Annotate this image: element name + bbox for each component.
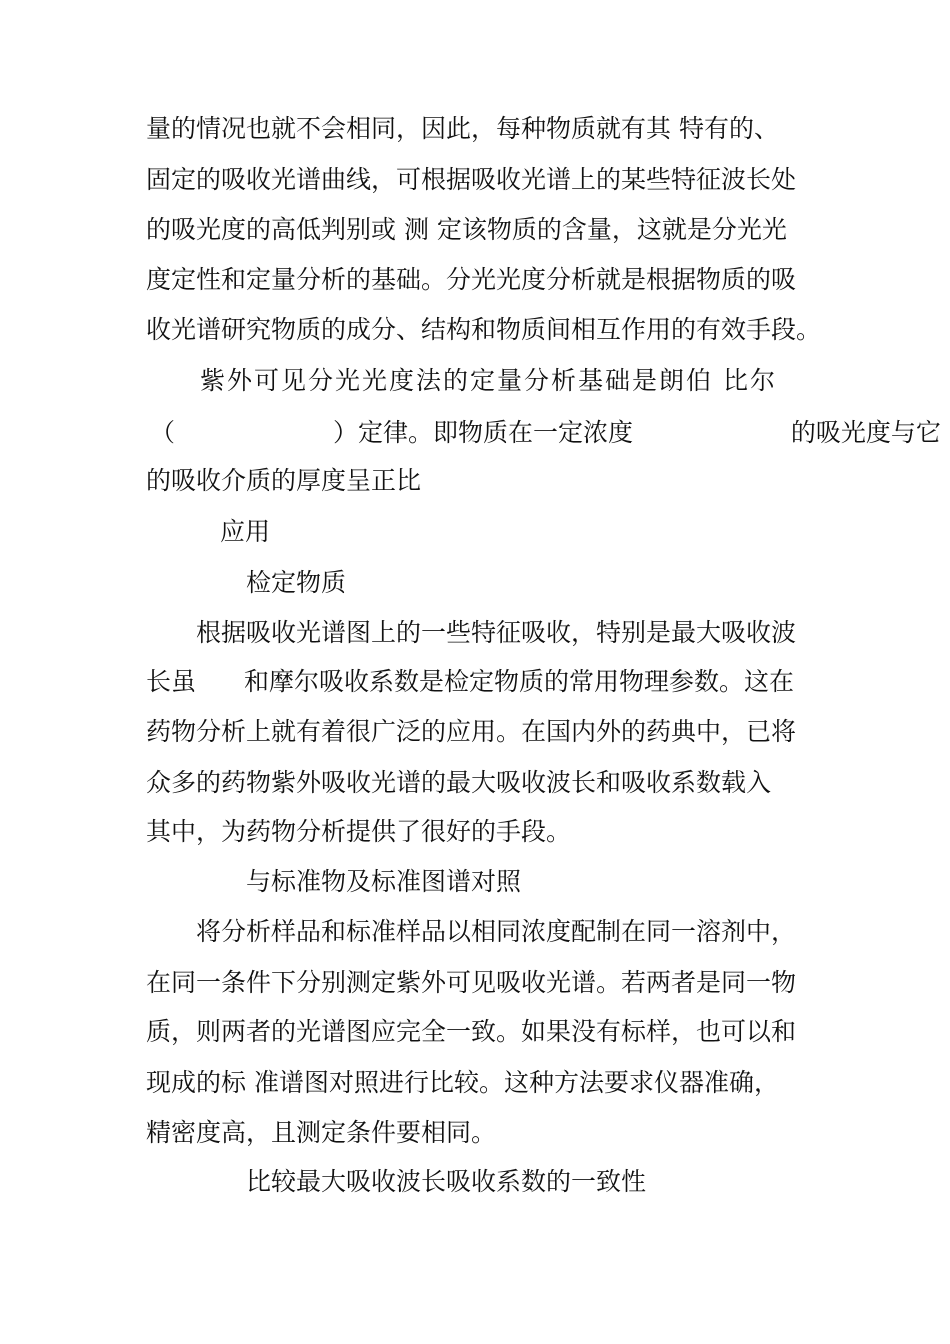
- body-text-line: 根据吸收光谱图上的一些特征吸收，特别是最大吸收波: [196, 618, 797, 647]
- body-text-line: 质，则两者的光谱图应完全一致。如果没有标样，也可以和: [146, 1017, 797, 1046]
- body-text-line: 收光谱研究物质的成分、结构和物质间相互作用的有效手段。: [146, 315, 822, 344]
- body-text-line: （ ）定律。即物质在一定浓度 的吸光度与它: [150, 418, 941, 447]
- subsection-heading: 比较最大吸收波长吸收系数的一致性: [246, 1167, 647, 1196]
- body-text-line: 众多的药物紫外吸收光谱的最大吸收波长和吸收系数载入: [146, 768, 772, 797]
- body-text-line: 的吸光度的高低判别或 测 定该物质的含量，这就是分光光: [146, 215, 787, 244]
- subsection-heading: 检定物质: [246, 568, 347, 597]
- body-text-line: 度定性和定量分析的基础。分光光度分析就是根据物质的吸: [146, 265, 797, 294]
- body-text-line: 将分析样品和标准样品以相同浓度配制在同一溶剂中，: [196, 917, 797, 946]
- body-text-line: 药物分析上就有着很广泛的应用。在国内外的药典中，已将: [146, 717, 797, 746]
- subsection-heading: 与标准物及标准图谱对照: [246, 867, 522, 896]
- body-text-line: 量的情况也就不会相同，因此，每种物质就有其 特有的、: [146, 114, 779, 143]
- section-heading: 应用: [220, 517, 271, 546]
- body-text-line: 现成的标 准谱图对照进行比较。这种方法要求仪器准确，: [146, 1068, 779, 1097]
- body-text-line: 长虽 和摩尔吸收系数是检定物质的常用物理参数。这在: [146, 667, 794, 696]
- body-text-line: 精密度高，且测定条件要相同。: [146, 1118, 497, 1147]
- body-text-line: 紫外可见分光光度法的定量分析基础是朗伯 比尔: [200, 366, 777, 395]
- body-text-line: 的吸收介质的厚度呈正比: [146, 466, 422, 495]
- body-text-line: 其中，为药物分析提供了很好的手段。: [146, 817, 572, 846]
- body-text-line: 固定的吸收光谱曲线，可根据吸收光谱上的某些特征波长处: [146, 165, 797, 194]
- body-text-line: 在同一条件下分别测定紫外可见吸收光谱。若两者是同一物: [146, 968, 797, 997]
